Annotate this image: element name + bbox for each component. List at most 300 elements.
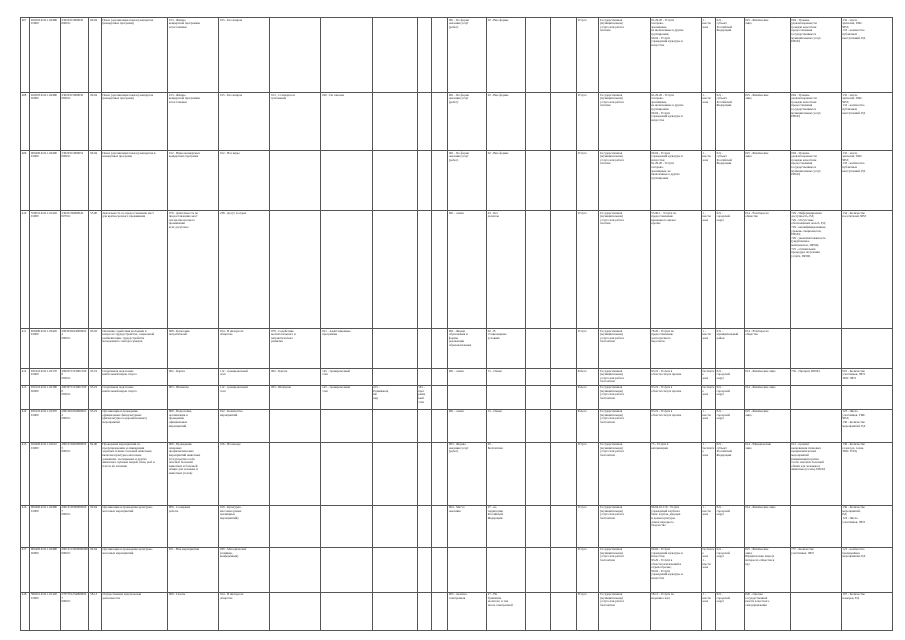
- okved-code: 93.02: [89, 329, 101, 369]
- row-number: 414: [21, 409, 30, 442]
- empty-cell: [431, 592, 447, 630]
- volume-indicators: [841, 329, 892, 369]
- extra-indicator-1: [270, 442, 321, 505]
- table-row: [21, 547, 893, 592]
- unit-cell: бесплатно зона 1 - шести зона: [701, 547, 715, 592]
- registry-code: 920203.Р.45.1.00480 01000: [30, 18, 61, 93]
- extra-indicator-3: [372, 211, 417, 329]
- condition-indicator-2: [525, 442, 551, 505]
- consumer-category: 025 - Физические лица: [744, 18, 790, 93]
- content-value: 012 - Все виды: [219, 151, 270, 211]
- condition-value-2: [551, 151, 577, 211]
- extra-indicator-2: [321, 18, 372, 93]
- registry-number: 29010115000000068 000011: [60, 547, 89, 592]
- okved-code: 55.90: [89, 211, 101, 329]
- extra-indicator-3: [372, 592, 417, 630]
- extra-indicator-1: 079 - Содействие воспитательного и патриотического развития: [270, 329, 321, 369]
- service-name: Оказание содействия молодежи в вопросах трудоустройства, социальной реабилитации, трудоустройства молодежного сектора граждан: [101, 329, 167, 369]
- condition-indicator: 001 - очная: [448, 369, 487, 386]
- condition-value: 02 - Вне формы: [487, 93, 526, 151]
- service-kind: Услуга: [576, 93, 598, 151]
- extra-indicator-3: [372, 329, 417, 369]
- extra-indicator-2: [321, 409, 372, 442]
- row-number: 412: [21, 369, 30, 386]
- extra-indicator-2: 145 - тренировочный этап: [321, 369, 372, 386]
- row-number: 407: [21, 18, 30, 93]
- condition-value-2: [551, 329, 577, 369]
- services-register-table: [20, 17, 893, 631]
- okved-description: 91.29.20 - Услуги театрово- зрелищные, не включенные в другие группировки; 90.04 - Услуги учреждений культуры и искусства: [650, 93, 701, 151]
- content-value: 112 - тренировочный этап: [219, 385, 270, 409]
- row-number: 411: [21, 329, 30, 369]
- territory-level: 021 - городской округ: [715, 547, 744, 592]
- volume-indicators: 134 - Количество посетителей, ЧЕЛ: [841, 211, 892, 329]
- condition-value-2: [551, 18, 577, 93]
- empty-cell: [431, 442, 447, 505]
- quality-indicators: [790, 329, 841, 369]
- registry-code: 931910.Р.45.1.01970 01000: [30, 409, 61, 442]
- extra-indicator-3: [372, 151, 417, 211]
- territory-level: 031 - муниципальный район: [715, 329, 744, 369]
- condition-indicator-2: [525, 409, 551, 442]
- extra-indicator-2: [321, 547, 372, 592]
- service-name: Показ (организация показа) концертов и концертных программ: [101, 151, 167, 211]
- consumer-category: 025 - Физические лица: [744, 409, 790, 442]
- row-number: 413: [21, 385, 30, 409]
- unit-cell: 1 - шести зона: [701, 592, 715, 630]
- extra-indicator-3: [372, 369, 417, 386]
- table-row: [21, 369, 893, 386]
- condition-value: 02 - Вне формы: [487, 18, 526, 93]
- okved-code: 90.04: [89, 151, 101, 211]
- content-value: 015 - Без жанров: [219, 93, 270, 151]
- content-indicator: 012 - Виды концертных концертных программ: [168, 151, 219, 211]
- empty-cell: [431, 93, 447, 151]
- condition-indicator: 001 - очная: [448, 409, 487, 442]
- extra-indicator-4: [417, 505, 431, 547]
- extra-indicator-3: 215 - Развивающ ий вид: [372, 385, 417, 409]
- quality-indicators: 750 - Процент, ПРОЦ: [790, 369, 841, 386]
- extra-indicator-1: 013 - Стандарты и требования: [270, 93, 321, 151]
- content-indicator: 009 - Проведение плановых профилактических мероприятий животных (стад) против особо опасных болезней животных и болезней общих для человека и животных (голов): [168, 442, 219, 505]
- condition-value: 15 - Очная: [487, 369, 526, 386]
- row-number: 418: [21, 592, 30, 630]
- service-name: Организация и проведение культурно- массовых мероприятий: [101, 547, 167, 592]
- payment-type: Государственная (муниципальная) услуга или работа бесплатная: [599, 329, 650, 369]
- service-kind: Работа: [576, 409, 598, 442]
- okved-code: 90.04: [89, 505, 101, 547]
- condition-value-2: [551, 442, 577, 505]
- condition-indicator: 001 - Форма образования и формы реализации образовательных: [448, 329, 487, 369]
- registry-number: 29030715230015000 002011: [60, 385, 89, 409]
- unit-cell: 1 - шести зона: [701, 211, 715, 329]
- extra-indicator-4: [417, 93, 431, 151]
- registry-number: 23020315000052 000011: [60, 151, 89, 211]
- registry-number: 29010195000000067 000011: [60, 505, 89, 547]
- payment-type: Государственная (муниципальная) услуга или работа платная: [599, 18, 650, 93]
- condition-value-2: [551, 409, 577, 442]
- territory-level: 021 - городской округ: [715, 385, 744, 409]
- condition-indicator-2: [525, 592, 551, 630]
- okved-description: 91.29.20 - Услуги театрово- зрелищные, не включенные в другие группировки; 90.04 - Услуги учреждений культуры и искусства: [650, 18, 701, 93]
- registry-number: 29010010020000012 000011: [60, 409, 89, 442]
- okved-description: 55.90.1 - Услуги по предоставлению временного жилья прочие: [650, 211, 701, 329]
- service-kind: Услуга: [576, 211, 598, 329]
- payment-type: Государственная (муниципальная) услуга или работа бесплатная: [599, 592, 650, 630]
- territory-level: 021 - субъект Российской Федерации: [715, 151, 744, 211]
- quality-indicators: [790, 505, 841, 547]
- registry-code: 920203.Р.45.1.00480 02000: [30, 93, 61, 151]
- content-indicator: 013 - Жанры концертной программы и постановки: [168, 93, 219, 151]
- condition-indicator-2: [525, 547, 551, 592]
- registry-code: 931910.Р.45.1.00170 01000: [30, 369, 61, 386]
- extra-indicator-1: [270, 211, 321, 329]
- extra-indicator-4: [417, 329, 431, 369]
- extra-indicator-3: [372, 547, 417, 592]
- volume-indicators: 107 - Количество номеров, ЕД: [841, 592, 892, 630]
- territory-level: 021 - субъект Российской Федерации: [715, 93, 744, 151]
- content-value: 112 - тренировочный этап: [219, 369, 270, 386]
- extra-indicator-4: [417, 547, 431, 592]
- consumer-category: 014 - Физические лица: [744, 369, 790, 386]
- payment-type: Государственная (муниципальная) услуга или работа платная: [599, 93, 650, 151]
- territory-level: 021 - городской округ: [715, 369, 744, 386]
- condition-value: [487, 385, 526, 409]
- table-row: [21, 442, 893, 505]
- service-name: Показ (организация показа) концертов (концертных программ): [101, 93, 167, 151]
- empty-cell: [431, 505, 447, 547]
- extra-indicator-4: [417, 592, 431, 630]
- service-kind: Услуга: [576, 18, 598, 93]
- condition-indicator-2: [525, 151, 551, 211]
- service-kind: Услуга: [576, 442, 598, 505]
- condition-value: 15 - Очная: [487, 409, 526, 442]
- condition-indicator: [448, 385, 487, 409]
- row-number: 417: [21, 547, 30, 592]
- quality-indicators: [790, 409, 841, 442]
- unit-cell: 1 - шести зона: [701, 505, 715, 547]
- extra-indicator-1: [270, 505, 321, 547]
- extra-indicator-3: [372, 442, 417, 505]
- service-kind: Услуга: [576, 505, 598, 547]
- condition-indicator: 001 - По форме оказания услуг (работ): [448, 18, 487, 93]
- registry-code: 900400.Р.45.1.00480 01000: [30, 505, 61, 547]
- consumer-category: 026 - Органы государственной власти и местного самоуправления: [744, 592, 790, 630]
- content-indicator: 009 - Подготовка, организация и проведение официальных мероприятий: [168, 409, 219, 442]
- unit-cell: бесплатно зона: [701, 369, 715, 386]
- okved-code: 93.19: [89, 385, 101, 409]
- condition-indicator: 001 - По форме оказания услуг (работ): [448, 93, 487, 151]
- condition-value: 02 - В стационарных условиях: [487, 329, 526, 369]
- condition-indicator-2: [525, 18, 551, 93]
- okved-code: 93.19: [89, 369, 101, 386]
- condition-value: 43 - Без доплаты: [487, 211, 526, 329]
- content-indicator: 009 - Газеты: [168, 592, 219, 630]
- volume-indicators: 136 - Количество голов (ед. голов, ТЫС ГОЛ): [841, 442, 892, 505]
- empty-cell: [431, 385, 447, 409]
- unit-cell: 1 - бесплатно зона: [701, 442, 715, 505]
- empty-cell: [431, 18, 447, 93]
- payment-type: Государственная (муниципальная) услуга или работа бесплатная: [599, 547, 650, 592]
- volume-indicators: 132 - число зрителей, ТЫС ЧЕЛ; 133 - количество публичных выступлений, ЕД: [841, 93, 892, 151]
- quality-indicators: 004 - Уровень удовлетворенности граждан качеством предоставления государственных и муниципальных услуг, ПРОЦ: [790, 151, 841, 211]
- table-row: [21, 329, 893, 369]
- registry-number: 27077012340000027 000011: [60, 592, 89, 630]
- okved-code: 82.90: [89, 442, 101, 505]
- payment-type: Государственная (муниципальная) услуга или работа бесплатная: [599, 442, 650, 505]
- condition-value: 07 - на территории Российской Федерации: [487, 505, 526, 547]
- registry-number: 23020159000043 007011: [60, 211, 89, 329]
- service-name: Осуществление издательской деятельности: [101, 592, 167, 630]
- table-row: [21, 505, 893, 547]
- extra-indicator-2: [321, 505, 372, 547]
- content-value: 015 - Без жанров: [219, 18, 270, 93]
- quality-indicators: 729 - Информационная доступность, ЕД; 729 - Отсутствие обоснованных жалоб, ЕД; 729 - квалифицированные уровень специалистов, ПРОЦ; 729 - укомплектованность (укрупненное комплексное, ПРОЦ; 725 - оптимальная процедура получения услуги, ПРОЦ: [790, 211, 841, 329]
- extra-indicator-4: [417, 409, 431, 442]
- condition-indicator: 001 - очная: [448, 211, 487, 329]
- registry-code: 580201.Р.45.1.01420 01000: [30, 592, 61, 630]
- consumer-category: 014 - В интересах общества: [744, 329, 790, 369]
- condition-value-2: [551, 547, 577, 592]
- volume-indicators: 132 - число зрителей, ТЫС ЧЕЛ; 133 - количество публичных выступлений, ЕД: [841, 18, 892, 93]
- extra-indicator-2: [321, 151, 372, 211]
- condition-indicator-2: [525, 505, 551, 547]
- unit-cell: 1 - шести зона: [701, 151, 715, 211]
- unit-cell: бесплатно зона: [701, 385, 715, 409]
- consumer-category: 014 - В интересах общества: [744, 211, 790, 329]
- extra-indicator-4: [417, 442, 431, 505]
- okved-description: 90.04 - Услуги учреждений культуры и искусства; 91.29.20 - Услуги театрово- зрелищные, не включенные в другие группировки: [650, 151, 701, 211]
- okved-description: 75 - Услуги в ветеринарии: [650, 442, 701, 505]
- condition-indicator-2: [525, 93, 551, 151]
- extra-indicator-3: [372, 18, 417, 93]
- registry-code: 920400.Р.45.1.00420 01000: [30, 329, 61, 369]
- content-indicator: 008 - Категория потребителей: [168, 329, 219, 369]
- service-kind: Услуга: [576, 151, 598, 211]
- extra-indicator-3: [372, 505, 417, 547]
- extra-indicator-3: [372, 409, 417, 442]
- extra-indicator-3: [372, 93, 417, 151]
- content-value: 014 - В интересах общества: [219, 592, 270, 630]
- payment-type: Государственная (муниципальная) услуга или работа платная: [599, 151, 650, 211]
- extra-indicator-4: 145 - прог рамм ный этап: [417, 385, 431, 409]
- volume-indicators: 123 - количество проведенных мероприятий, ЕД: [841, 547, 892, 592]
- territory-level: 021 - городской округ: [715, 409, 744, 442]
- payment-type: Государственная (муниципальная) услуга или работа бесплатная: [599, 505, 650, 547]
- consumer-category: 025 - Физические лица; Юридические лица (в интересах общества и пр): [744, 547, 790, 592]
- extra-indicator-2: [321, 442, 372, 505]
- content-value: 039 - Методических (семинар, конференция): [219, 547, 270, 592]
- extra-indicator-2: 145 - тренировочный этап: [321, 385, 372, 409]
- service-kind: Услуга: [576, 547, 598, 592]
- empty-cell: [431, 369, 447, 386]
- okved-description: 93.19 - Услуги в области спорта прочие: [650, 369, 701, 386]
- service-name: Организация и проведение культурно- массовых мероприятий: [101, 505, 167, 547]
- okved-code: 93.19: [89, 409, 101, 442]
- condition-value-2: [551, 505, 577, 547]
- registry-number: 23020315000050 000011: [60, 18, 89, 93]
- row-number: 415: [21, 442, 30, 505]
- empty-cell: [431, 329, 447, 369]
- empty-cell: [431, 547, 447, 592]
- extra-indicator-1: [270, 151, 321, 211]
- service-kind: Работа: [576, 385, 598, 409]
- territory-level: 021 - городской округ: [715, 505, 744, 547]
- table-row: [21, 409, 893, 442]
- table-row: [21, 18, 893, 93]
- extra-indicator-1: 002 - Карате: [270, 369, 321, 386]
- content-indicator: 013 - Жанры концертной программы и постановки: [168, 18, 219, 93]
- okved-description: 90.04.10.110 - Услуги учреждений клубного типа: клубов, дворцов и домов культуры, домов народного творчества: [650, 505, 701, 547]
- table-row: [21, 151, 893, 211]
- content-indicator: 079 - Деятельность по предоставлению мест для краткосрочного проживания всех досуговое: [168, 211, 219, 329]
- registry-number: 23020315000050 002011: [60, 93, 89, 151]
- registry-code: 900400.Р.45.1.00490 01000: [30, 151, 61, 211]
- condition-value: 05 - Бесплатная: [487, 442, 526, 505]
- table-row: [21, 93, 893, 151]
- row-number: 416: [21, 505, 30, 547]
- service-name: Спортивная подготовка наибольшей видов спорта: [101, 385, 167, 409]
- volume-indicators: 136 - Количество мероприятий, ЕД; 123 - Число участников, ЧЕЛ: [841, 505, 892, 547]
- payment-type: Государственная (муниципальная) услуга или работа бесплатная: [599, 409, 650, 442]
- empty-cell: [431, 151, 447, 211]
- quality-indicators: 757 - Количество участников, ЧЕЛ: [790, 547, 841, 592]
- okved-code: 90.04: [89, 93, 101, 151]
- registry-code: 900400.Р.45.1.00480 02000: [30, 547, 61, 592]
- content-value: 019 - Культурно- массовых (иных зрелищных мероприятий): [219, 505, 270, 547]
- table-row: [21, 592, 893, 630]
- extra-indicator-4: [417, 211, 431, 329]
- content-value: 238 - Досуг и отдых: [219, 211, 270, 329]
- payment-type: Государственная (муниципальная) услуга или работа платная: [599, 211, 650, 329]
- quality-indicators: [790, 385, 841, 409]
- content-value: 014 - В интересах общества: [219, 329, 270, 369]
- quality-indicators: [790, 592, 841, 630]
- service-name: Спортивная подготовка наибольшей видов спорта: [101, 369, 167, 386]
- unit-cell: 1 - шести зона: [701, 93, 715, 151]
- okved-description: 93.19 - Услуги в области спорта прочие: [650, 409, 701, 442]
- condition-indicator: 004 - Место оказания: [448, 505, 487, 547]
- content-indicator: 009 - Созидание работы: [168, 505, 219, 547]
- okved-description: 90.04 - Услуги учреждений культуры и искусства; 93.29 - Услуги в области развлечений и отдыха прочие; 90.04 - Услуги учреждений культуры и искусства: [650, 547, 701, 592]
- volume-indicators: 001 - Количество участников, ЧЕЛ ТЫС ЧЕЛ: [841, 369, 892, 386]
- condition-value: 02 - Вне формы: [487, 151, 526, 211]
- empty-cell: [431, 409, 447, 442]
- condition-indicator: 003 - Формы оказания услуг (работ): [448, 442, 487, 505]
- registry-number: 29020715230015000 002011: [60, 369, 89, 386]
- empty-cell: [431, 211, 447, 329]
- extra-indicator-1: [270, 409, 321, 442]
- condition-indicator: 005 - печатно- электронная: [448, 592, 487, 630]
- condition-value-2: [551, 369, 577, 386]
- condition-indicator-2: [525, 369, 551, 386]
- payment-type: Государственная (муниципальная) услуга или работа бесплатная: [599, 385, 650, 409]
- service-kind: Работа: [576, 369, 598, 386]
- content-value: 016 - На выезде: [219, 442, 270, 505]
- quality-indicators: 012 - процент выполнения плановых профилактических мероприятий (вакцинация) против особо опасных болезней общих для человека и животных (голов), ПРОЦ: [790, 442, 841, 505]
- condition-indicator: 001 - По форме оказания услуг (работ): [448, 151, 487, 211]
- table-row: [21, 385, 893, 409]
- condition-value: 27 - На бумажном носителе, в том числе электронной: [487, 592, 526, 630]
- condition-value-2: [551, 592, 577, 630]
- consumer-category: 025 - Физические лица: [744, 151, 790, 211]
- condition-value-2: [551, 93, 577, 151]
- condition-value-2: [551, 211, 577, 329]
- content-indicator: 021 - Вне мероприятия: [168, 547, 219, 592]
- extra-indicator-2: [321, 592, 372, 630]
- registry-number: 28010104020000055 000011: [60, 442, 89, 505]
- unit-cell: 1 - шести зона: [701, 329, 715, 369]
- territory-level: 021 - субъект Российской Федерации: [715, 442, 744, 505]
- content-indicator: 003 - Шахматы: [168, 385, 219, 409]
- okved-description: 93.19 - Услуги в области спорта прочие: [650, 385, 701, 409]
- extra-indicator-2: 021 - Адаптационные программы: [321, 329, 372, 369]
- volume-indicators: 123 - Число участников, ТЫС ЧЕЛ; 136 - Количество мероприятий, ЕД: [841, 409, 892, 442]
- condition-indicator-2: [525, 211, 551, 329]
- service-name: Организация и проведение официальных физкультурных (физкультурно-оздоровительных) мероприятий: [101, 409, 167, 442]
- row-number: 410: [21, 211, 30, 329]
- volume-indicators: [841, 385, 892, 409]
- extra-indicator-4: [417, 18, 431, 93]
- condition-indicator-2: [525, 385, 551, 409]
- condition-value: [487, 547, 526, 592]
- content-value: 012 - Количество мероприятий: [219, 409, 270, 442]
- registry-number: 29030302240000022 000011: [60, 329, 89, 369]
- unit-cell: 1 - шести зона: [701, 409, 715, 442]
- registry-code: 559010.Р.45.1.01920 01000: [30, 211, 61, 329]
- table-row: [21, 211, 893, 329]
- service-kind: Услуга: [576, 329, 598, 369]
- service-kind: Услуга: [576, 592, 598, 630]
- extra-indicator-4: [417, 151, 431, 211]
- okved-code: 90.04: [89, 18, 101, 93]
- extra-indicator-1: [270, 18, 321, 93]
- service-name: Проведение мероприятий по предупреждению и ликвидации заразных и иных болезней животных, включая культурно-массовые, домашних, зоопарковых и других животных, пушных зверей, птиц, рыб и пчел и их лечению: [101, 442, 167, 505]
- extra-indicator-2: 020 - По заказам: [321, 93, 372, 151]
- registry-code: 931910.Р.45.1.00180 02000: [30, 385, 61, 409]
- service-name: Показ (организация показа) концертов (концертных программ): [101, 18, 167, 93]
- consumer-category: 014 - Юридические лица: [744, 442, 790, 505]
- extra-indicator-1: 003 - Шахматы: [270, 385, 321, 409]
- payment-type: Государственная (муниципальная) услуга или работа бесплатная: [599, 369, 650, 386]
- quality-indicators: 004 - Уровень удовлетворенности граждан качеством предоставления государственных и муниципальных услуг, ПРОЦ: [790, 18, 841, 93]
- registry-code: 920400.Р.45.1.02010 01000: [30, 442, 61, 505]
- consumer-category: 014 - Физические лица: [744, 385, 790, 409]
- territory-level: 021 - городской округ: [715, 211, 744, 329]
- okved-code: 90.04: [89, 547, 101, 592]
- service-name: Деятельность по предоставлению мест для краткосрочного проживания: [101, 211, 167, 329]
- condition-value-2: [551, 385, 577, 409]
- content-indicator: 002 - Карате: [168, 369, 219, 386]
- territory-level: 021 - субъект Российской Федерации: [715, 18, 744, 93]
- consumer-category: 014 - Физические лица: [744, 505, 790, 547]
- condition-indicator: [448, 547, 487, 592]
- row-number: 408: [21, 93, 30, 151]
- okved-description: 78.20 - Услуги по предоставлению долгосрочного персонала: [650, 329, 701, 369]
- consumer-category: 025 - Физические лица: [744, 93, 790, 151]
- condition-indicator-2: [525, 329, 551, 369]
- extra-indicator-1: [270, 592, 321, 630]
- row-number: 409: [21, 151, 30, 211]
- unit-cell: 1 - шести зона: [701, 18, 715, 93]
- okved-description: 58.13 - Услуги по изданию газет: [650, 592, 701, 630]
- quality-indicators: 004 - Уровень удовлетворенности граждан качеством предоставления государственных и муниципальных услуг, ПРОЦ: [790, 93, 841, 151]
- extra-indicator-4: [417, 369, 431, 386]
- volume-indicators: 132 - число зрителей, ТЫС ЧЕЛ; 133 - количество публичных выступлений, ЕД: [841, 151, 892, 211]
- okved-code: 58.13: [89, 592, 101, 630]
- extra-indicator-1: [270, 547, 321, 592]
- extra-indicator-2: [321, 211, 372, 329]
